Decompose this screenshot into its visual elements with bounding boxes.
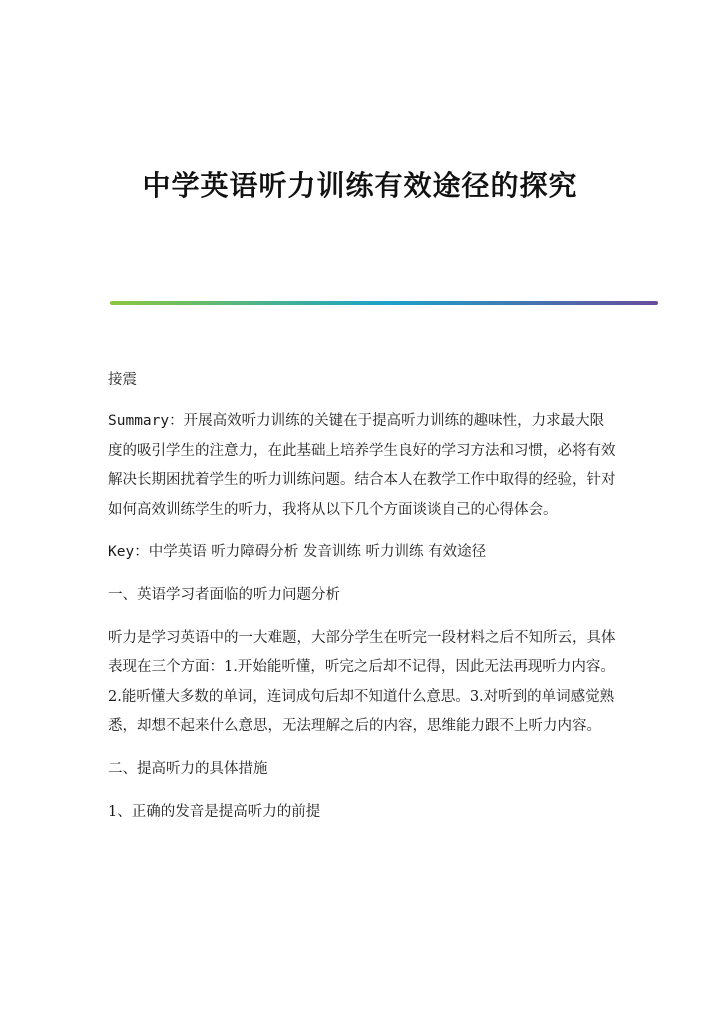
document-title: 中学英语听力训练有效途径的探究 bbox=[142, 169, 578, 202]
document-body bbox=[108, 366, 616, 840]
keywords-label: Key： bbox=[108, 544, 149, 561]
summary-paragraph bbox=[108, 407, 616, 525]
author-name: 接震 bbox=[108, 372, 137, 388]
summary-label: Summary： bbox=[108, 413, 184, 429]
section-heading-2: 二、提高听力的具体措施 bbox=[108, 760, 268, 777]
section-1-paragraph: 听力是学习英语中的一大难题，大部分学生在听完一段材料之后不知所云，具体表现在三个方面：1.开始能听懂，听完之后却不记得，因此无法再现听力内容。2.能听懂大多数的单词，连词成句后却不知道什么意思。3.对听到的单词感觉熟悉，却想不起来什么意思，无法理解之后的内容，思维能力跟不上听力内容。 bbox=[108, 629, 616, 735]
keywords-line bbox=[108, 538, 616, 568]
section-heading-1: 一、英语学习者面临的听力问题分析 bbox=[108, 586, 340, 603]
summary-text: 开展高效听力训练的关键在于提高听力训练的趣味性，力求最大限度的吸引学生的注意力，在此基础上培养学生良好的学习方法和习惯，必将有效解决长期困扰着学生的听力训练问题。结合本人在教学工作中取得的经验，针对如何高效训练学生的听力，我将从以下几个方面谈谈自己的心得体会。 bbox=[108, 413, 616, 518]
subsection-heading-1: 1、正确的发音是提高听力的前提 bbox=[108, 803, 321, 820]
title-divider bbox=[110, 301, 658, 305]
keywords-text: 中学英语 听力障碍分析 发音训练 听力训练 有效途径 bbox=[148, 544, 487, 561]
